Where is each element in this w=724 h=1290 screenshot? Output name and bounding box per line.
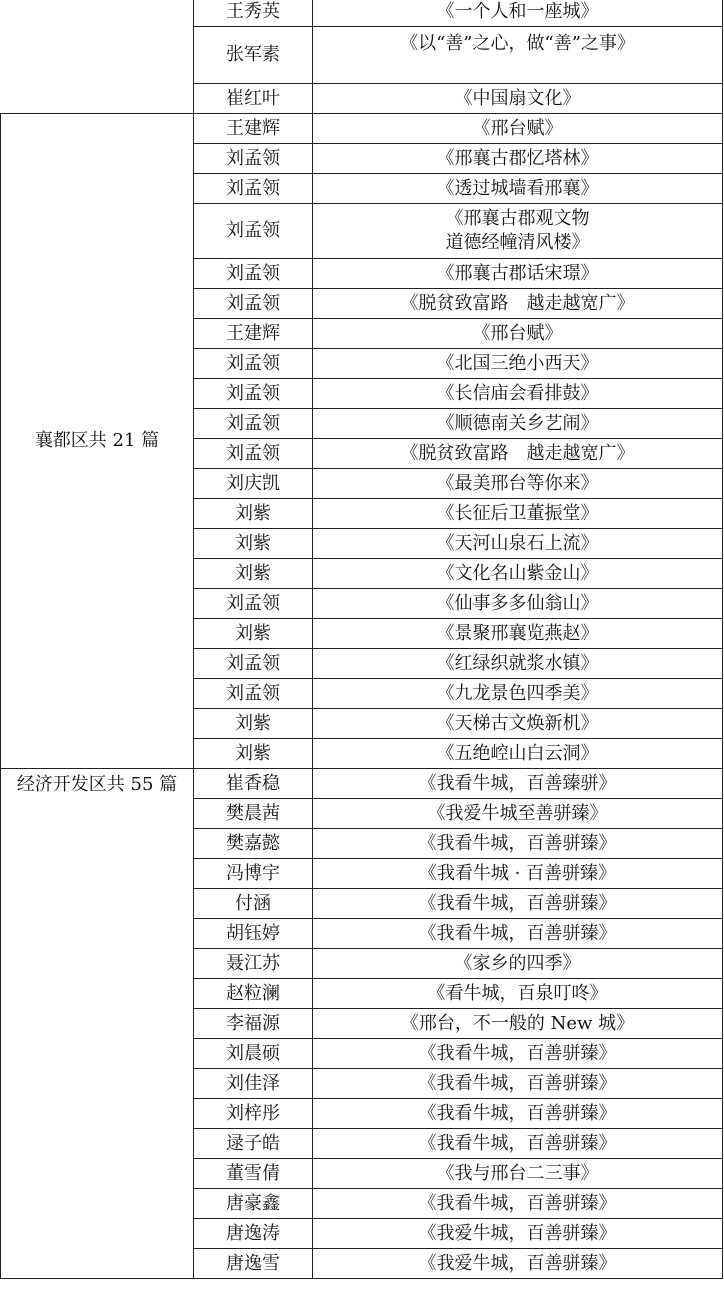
title-cell: 《家乡的四季》 xyxy=(313,949,723,979)
table-row xyxy=(1,0,723,27)
table-row xyxy=(1,114,723,144)
author-cell: 刘孟领 xyxy=(194,379,313,409)
title-cell xyxy=(313,204,723,259)
title-cell: 《长征后卫董振堂》 xyxy=(313,499,723,529)
title-cell: 《一个人和一座城》 xyxy=(313,0,723,27)
title-cell: 《仙事多多仙翁山》 xyxy=(313,589,723,619)
author-cell: 刘紫 xyxy=(194,709,313,739)
title-cell: 《五绝崆山白云洞》 xyxy=(313,739,723,769)
author-cell: 刘孟领 xyxy=(194,289,313,319)
title-cell: 《红绿织就浆水镇》 xyxy=(313,649,723,679)
title-cell: 《我爱牛城至善骈臻》 xyxy=(313,799,723,829)
title-cell: 《邢台，不一般的 New 城》 xyxy=(313,1009,723,1039)
author-cell: 刘孟领 xyxy=(194,679,313,709)
author-cell: 刘紫 xyxy=(194,499,313,529)
title-cell: 《以“善”之心，做“善”之事》 xyxy=(313,27,723,84)
author-cell: 樊嘉懿 xyxy=(194,829,313,859)
author-cell: 唐逸雪 xyxy=(194,1249,313,1279)
author-cell: 付涵 xyxy=(194,889,313,919)
author-cell: 刘孟领 xyxy=(194,439,313,469)
title-cell: 《我看牛城，百善骈臻》 xyxy=(313,829,723,859)
title-cell: 《我看牛城，百善骈臻》 xyxy=(313,1099,723,1129)
author-cell: 聂江苏 xyxy=(194,949,313,979)
title-cell: 《脱贫致富路 越走越宽广》 xyxy=(313,289,723,319)
region-label: 经济开发区共 55 篇 xyxy=(16,774,178,795)
title-cell: 《我看牛城，百善骈臻》 xyxy=(313,1129,723,1159)
title-cell: 《我看牛城 · 百善骈臻》 xyxy=(313,859,723,889)
title-cell: 《我看牛城，百善骈臻》 xyxy=(313,1069,723,1099)
title-cell: 《我看牛城，百善骈臻》 xyxy=(313,1189,723,1219)
title-cell: 《长信庙会看排鼓》 xyxy=(313,379,723,409)
author-cell: 樊晨茜 xyxy=(194,799,313,829)
title-cell: 《我看牛城，百善骈臻》 xyxy=(313,919,723,949)
title-cell: 《最美邢台等你来》 xyxy=(313,469,723,499)
title-cell: 《我看牛城，百善骈臻》 xyxy=(313,1039,723,1069)
title-cell: 《邢台赋》 xyxy=(313,114,723,144)
region-cell xyxy=(1,114,194,769)
author-cell: 王秀英 xyxy=(194,0,313,27)
author-cell: 刘佳泽 xyxy=(194,1069,313,1099)
author-cell: 崔香稳 xyxy=(194,769,313,799)
table-row xyxy=(1,769,723,799)
title-cell: 《天梯古文焕新机》 xyxy=(313,709,723,739)
title-cell: 《景聚邢襄览燕赵》 xyxy=(313,619,723,649)
author-cell: 刘梓彤 xyxy=(194,1099,313,1129)
author-cell: 崔红叶 xyxy=(194,84,313,114)
author-cell: 刘孟领 xyxy=(194,409,313,439)
title-cell: 《中国扇文化》 xyxy=(313,84,723,114)
author-cell: 胡钰婷 xyxy=(194,919,313,949)
author-cell: 唐逸涛 xyxy=(194,1219,313,1249)
title-cell: 《我爱牛城，百善骈臻》 xyxy=(313,1249,723,1279)
author-cell: 刘孟领 xyxy=(194,349,313,379)
author-cell: 刘庆凯 xyxy=(194,469,313,499)
title-cell: 《我看牛城，百善骈臻》 xyxy=(313,889,723,919)
author-cell: 刘孟领 xyxy=(194,174,313,204)
title-cell: 《邢襄古郡话宋璟》 xyxy=(313,259,723,289)
author-cell: 王建辉 xyxy=(194,319,313,349)
title-cell: 《邢襄古郡忆塔林》 xyxy=(313,144,723,174)
title-cell: 《邢台赋》 xyxy=(313,319,723,349)
author-cell: 冯博宇 xyxy=(194,859,313,889)
title-line-2: 道德经幢清风楼》 xyxy=(445,232,590,253)
author-cell: 刘孟领 xyxy=(194,259,313,289)
title-cell: 《天河山泉石上流》 xyxy=(313,529,723,559)
title-cell: 《透过城墙看邢襄》 xyxy=(313,174,723,204)
author-cell: 董雪倩 xyxy=(194,1159,313,1189)
title-cell: 《我爱牛城，百善骈臻》 xyxy=(313,1219,723,1249)
author-cell: 王建辉 xyxy=(194,114,313,144)
title-cell: 《文化名山紫金山》 xyxy=(313,559,723,589)
title-cell: 《脱贫致富路 越走越宽广》 xyxy=(313,439,723,469)
title-cell: 《我看牛城，百善臻骈》 xyxy=(313,769,723,799)
author-cell: 刘孟领 xyxy=(194,649,313,679)
author-cell: 刘紫 xyxy=(194,529,313,559)
region-cell xyxy=(1,769,194,1279)
title-line-1: 《邢襄古郡观文物 xyxy=(445,208,590,229)
author-cell: 唐豪鑫 xyxy=(194,1189,313,1219)
title-cell: 《顺德南关乡艺闹》 xyxy=(313,409,723,439)
title-cell: 《看牛城，百泉叮咚》 xyxy=(313,979,723,1009)
author-cell: 张军素 xyxy=(194,27,313,84)
author-cell: 刘孟领 xyxy=(194,144,313,174)
region-label: 襄都区共 21 篇 xyxy=(34,430,160,451)
author-cell: 刘紫 xyxy=(194,619,313,649)
author-cell: 赵粒澜 xyxy=(194,979,313,1009)
works-table-body xyxy=(1,0,723,1279)
title-cell: 《我与邢台二三事》 xyxy=(313,1159,723,1189)
title-cell: 《九龙景色四季美》 xyxy=(313,679,723,709)
author-cell: 逯子皓 xyxy=(194,1129,313,1159)
author-cell: 李福源 xyxy=(194,1009,313,1039)
author-cell: 刘紫 xyxy=(194,559,313,589)
title-cell: 《北国三绝小西天》 xyxy=(313,349,723,379)
author-cell: 刘孟领 xyxy=(194,589,313,619)
author-cell: 刘晨硕 xyxy=(194,1039,313,1069)
author-cell: 刘紫 xyxy=(194,739,313,769)
author-cell: 刘孟领 xyxy=(194,204,313,259)
region-cell-empty xyxy=(1,0,194,114)
